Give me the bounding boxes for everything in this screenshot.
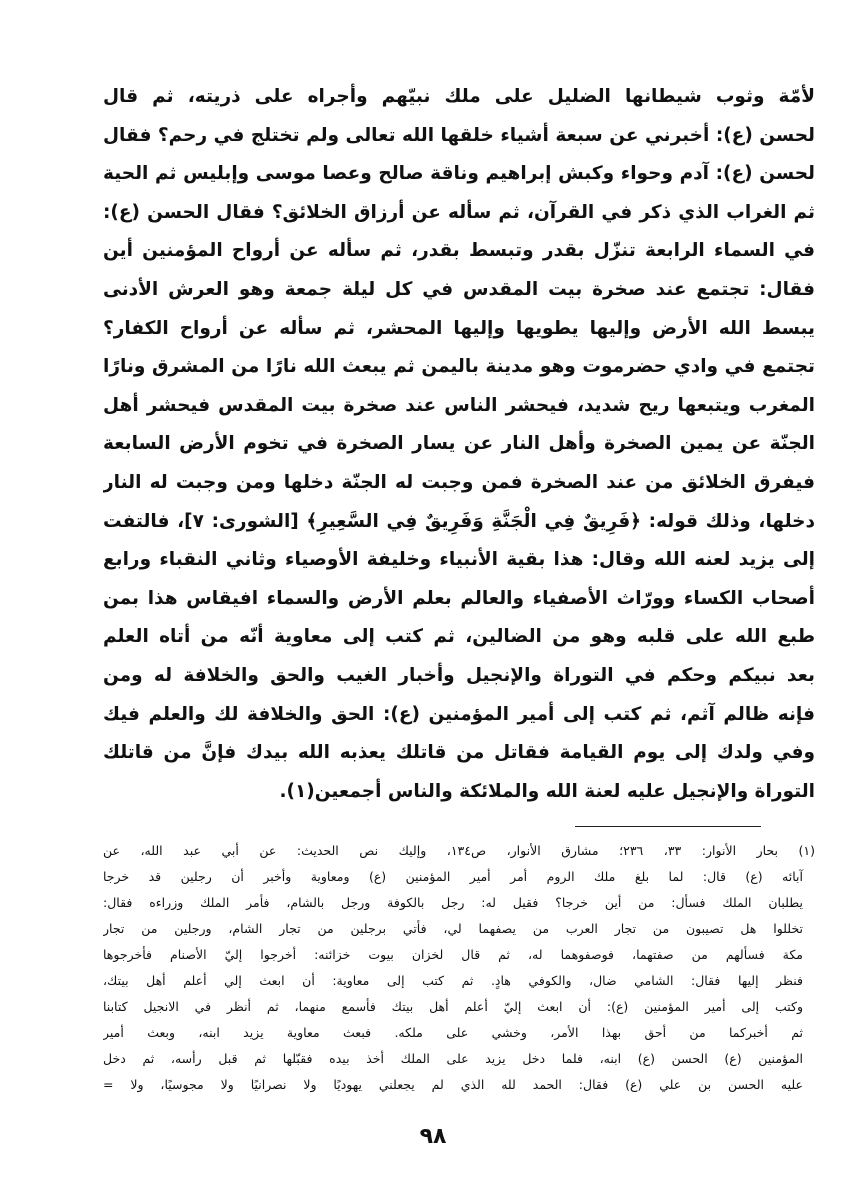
footnote-line: يطلبان الملك فسأل: من أين خرجا؟ فقيل له: رجل بالكوفة ورجل بالشام، فأمر الملك وزراءه فقال: <box>103 895 803 910</box>
text-line: لحسن (ع): أخبرني عن سبعة أشياء خلقها الله تعالى ولم تختلج في رحم؟ فقال <box>103 124 815 146</box>
text-line: دخلها، وذلك قوله: ﴿فَرِيقٌ فِي الْجَنَّةِ وَفَرِيقٌ فِي السَّعِيرِ﴾ [الشورى: ٧]، فالتفت <box>103 510 815 532</box>
footnote-line: وكتب إلى أمير المؤمنين (ع): أن ابعث إليّ أعلم أهل بيتك فأسمع منهما، ثم أنظر في الانجيل كتابنا <box>103 999 803 1014</box>
footnote-line: آبائه (ع) قال: لما بلغ ملك الروم أمر أمير المؤمنين (ع) ومعاوية وأخبر أن رجلين قد خرجا <box>103 869 803 884</box>
text-line: التوراة والإنجيل عليه لعنة الله والملائكة والناس أجمعين(١). <box>279 780 815 802</box>
footnote-line: (١) بحار الأنوار: ٣٣، ٢٣٦؛ مشارق الأنوار، ص١٣٤، وإليك نص الحديث: عن أبي عبد الله، عن <box>103 843 815 858</box>
text-line: ثم الغراب الذي ذكر في القرآن، ثم سأله عن أرزاق الخلائق؟ فقال الحسن (ع): <box>103 201 815 223</box>
text-line: فإنه ظالم آثم، ثم كتب إلى أمير المؤمنين (ع): الحق والخلافة لك والعلم فيك <box>103 703 815 725</box>
text-line: إلى يزيد لعنه الله وقال: هذا بقية الأنبياء وخليفة الأوصياء وثاني النقباء ورابع <box>103 549 815 571</box>
footnote-divider <box>575 826 761 827</box>
text-line: وفي ولدك إلى يوم القيامة فقاتل من قاتلك يعذبه الله بيدك فإنَّ من قاتلك <box>103 742 815 764</box>
text-line: في السماء الرابعة تنزّل بقدر وتبسط بقدر، ثم سأله عن أرواح المؤمنين أين <box>103 240 815 262</box>
text-line: الجنّة عن يمين الصخرة وأهل النار عن يسار الصخرة في تخوم الأرض السابعة <box>103 433 815 455</box>
text-line: لحسن (ع): آدم وحواء وكبش إبراهيم وناقة صالح وعصا موسى وإبليس ثم الحية <box>103 163 815 185</box>
footnote-line: ثم أخبركما من أحق بهذا الأمر، وخشي على ملكه. فبعث معاوية يزيد ابنه، وبعث أمير <box>103 1025 803 1040</box>
text-line: أصحاب الكساء وورّاث الأصفياء والعالم بعلم الأرض والسماء افيقاس هذا بمن <box>103 587 815 609</box>
footnote-line: عليه الحسن بن علي (ع) فقال: الحمد لله الذي لم يجعلني يهوديًا ولا نصرانيًا ولا مجوسيًا، ولا = <box>103 1077 803 1092</box>
text-line: تجتمع في وادي حضرموت وهو مدينة باليمن ثم يبعث الله نارًا من المشرق ونارًا <box>103 356 815 378</box>
text-line: فيفرق الخلائق من عند الصخرة فمن وجبت له الجنّة دخلها ومن وجبت له النار <box>103 471 815 493</box>
text-line: بعد نبيكم وحكم في التوراة والإنجيل وأخبار الغيب والحق والخلافة له ومن <box>103 664 815 686</box>
footnotes <box>103 838 815 1098</box>
page-number: ٩٨ <box>419 1124 447 1149</box>
text-line: طبع الله على قلبه وهو من الضالين، ثم كتب إلى معاوية أنّه من أتاه العلم <box>103 626 815 648</box>
text-line: المغرب ويتبعها ريح شديد، فيحشر الناس عند صخرة بيت المقدس فيحشر أهل <box>103 394 815 416</box>
footnote-line: مكة فسألهم من صفتهما، فوصفوهما له، ثم قال لخزان بيوت خزائنه: أخرجوا إليّ الأصنام فأخرجوها <box>103 947 803 962</box>
footnote-line: فنظر إليها فقال: الشامي ضال، والكوفي هادٍ. ثم كتب إلى معاوية: أن ابعث إلي أعلم أهل بيتك، <box>103 973 803 988</box>
footnote-line: المؤمنين (ع) الحسن (ع) ابنه، فلما دخل يزيد على الملك أخذ بيده فقبّلها ثم قبل رأسه، ثم دخل <box>103 1051 803 1066</box>
main-text <box>103 78 815 811</box>
text-line: فقال: تجتمع عند صخرة بيت المقدس في كل ليلة جمعة وهو العرش الأدنى <box>103 278 815 300</box>
footnote-line: تخللوا هل تصيبون من تجار العرب من يصفهما لي، فأتي برجلين من تجار الشام، ورجلين من تجار <box>103 921 803 936</box>
text-line: لأمّة وثوب شيطانها الضليل على ملك نبيّهم وأجراه على ذريته، ثم قال <box>103 86 815 107</box>
text-line: يبسط الله الأرض وإليها يطويها وإليها المحشر، ثم سأله عن أرواح الكفار؟ <box>103 317 815 339</box>
